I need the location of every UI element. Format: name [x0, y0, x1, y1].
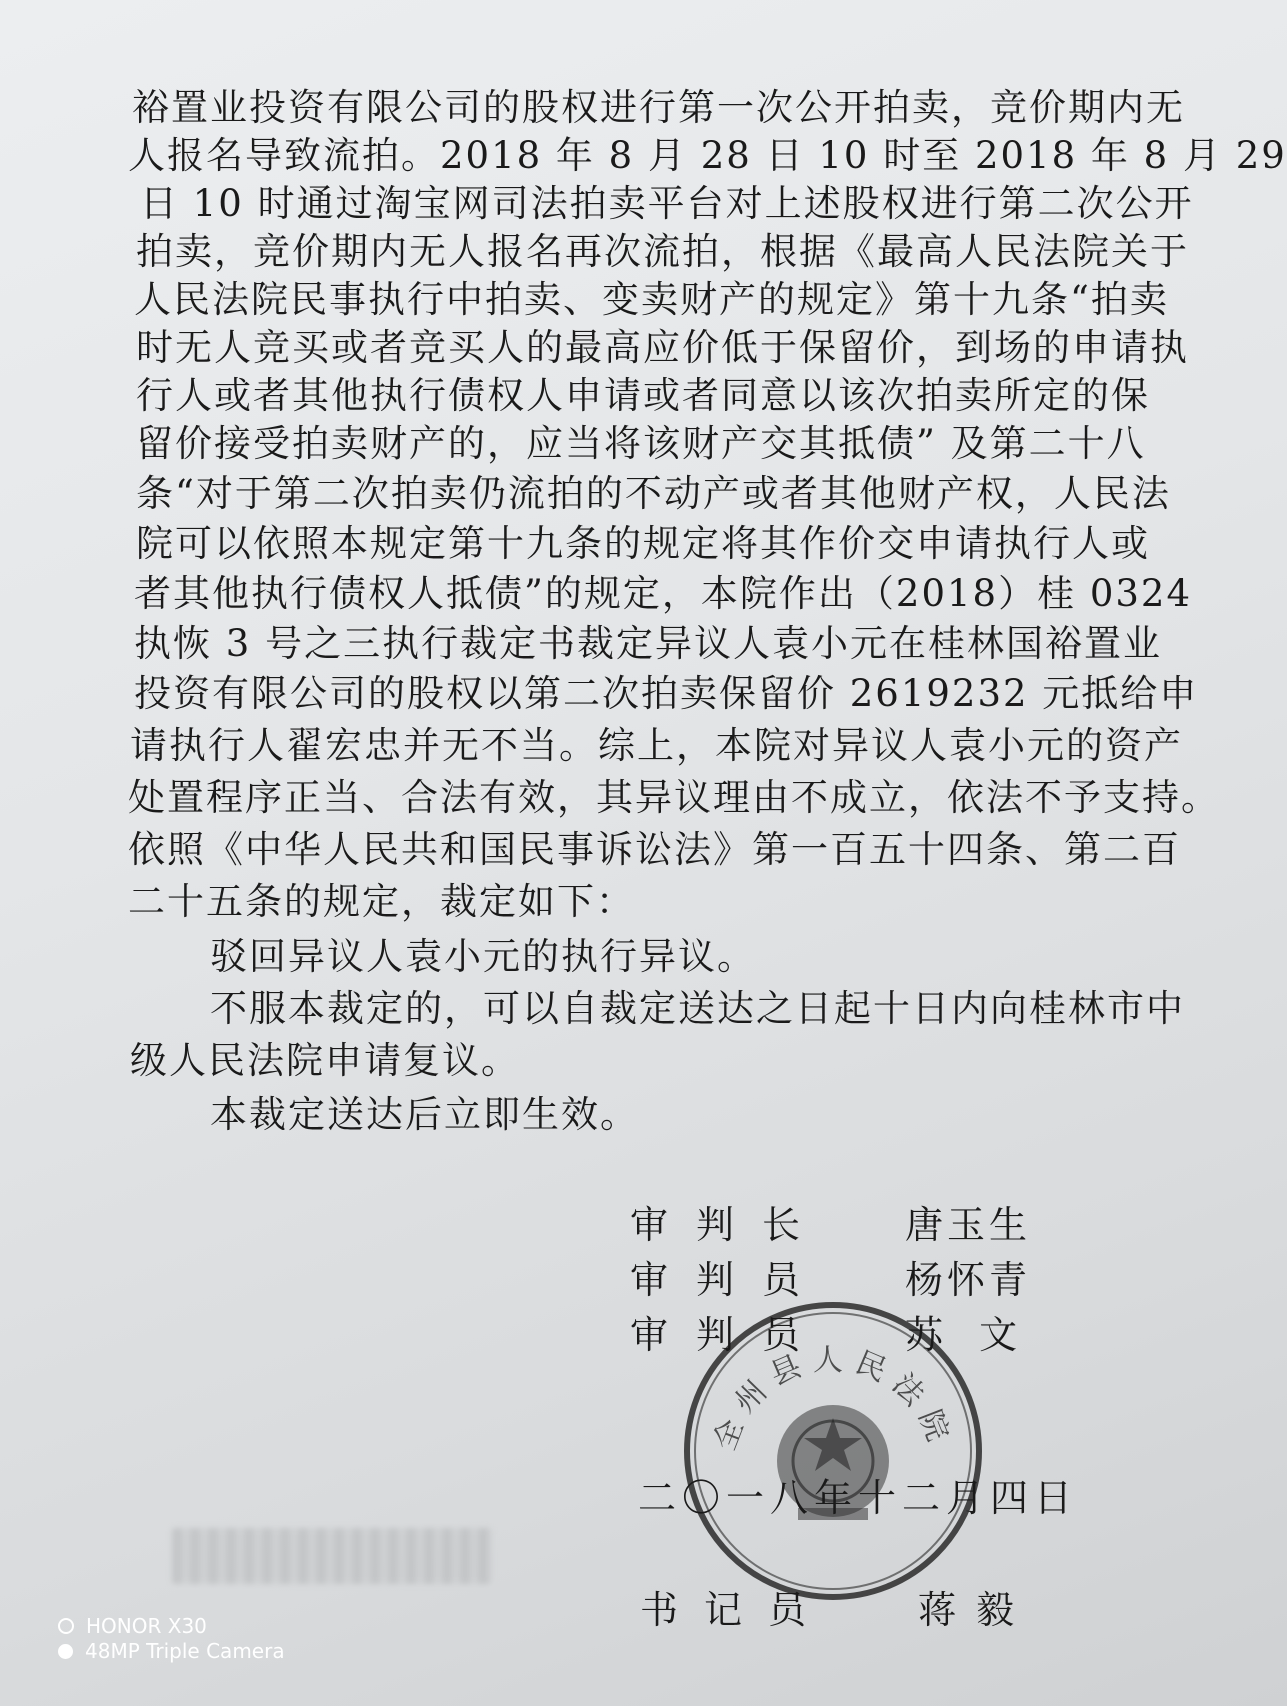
document-date: 二〇一八年十二月四日 — [638, 1476, 1079, 1520]
signature-name: 杨怀青 — [905, 1258, 1032, 1302]
signature-row — [630, 1197, 1050, 1253]
camera-watermark-spec: 48MP Triple Camera — [58, 1639, 285, 1663]
clerk-name: 蒋毅 — [918, 1588, 1035, 1632]
body-line: 依照《中华人民共和国民事诉讼法》第一百五十四条、第二百 — [128, 828, 1181, 871]
body-line: 留价接受拍卖财产的，应当将该财产交其抵债” 及第二十八 — [136, 422, 1146, 465]
body-line: 院可以依照本规定第十九条的规定将其作价交申请执行人或 — [136, 522, 1150, 565]
body-line: 者其他执行债权人抵债”的规定，本院作出（2018）桂 0324 — [134, 572, 1192, 615]
body-line: 处置程序正当、合法有效，其异议理由不成立，依法不予支持。 — [128, 776, 1220, 819]
ruling-line: 级人民法院申请复议。 — [130, 1039, 520, 1082]
clerk-row — [640, 1582, 1060, 1638]
body-line: 执恢 3 号之三执行裁定书裁定异议人袁小元在桂林国裕置业 — [134, 622, 1163, 665]
signature-name: 唐玉生 — [905, 1203, 1032, 1247]
body-line: 请执行人翟宏忠并无不当。综上，本院对异议人袁小元的资产 — [130, 724, 1183, 767]
signature-title: 审判员 — [630, 1258, 829, 1302]
signature-row — [630, 1307, 1050, 1363]
body-line: 裕置业投资有限公司的股权进行第一次公开拍卖，竞价期内无 — [132, 86, 1185, 129]
ruling-line: 驳回异议人袁小元的执行异议。 — [210, 935, 756, 978]
body-line: 拍卖，竞价期内无人报名再次流拍，根据《最高人民法院关于 — [136, 230, 1189, 273]
dot-icon — [58, 1644, 73, 1659]
clerk-title: 书记员 — [640, 1588, 833, 1632]
signature-row — [630, 1252, 1050, 1308]
body-line: 条“对于第二次拍卖仍流拍的不动产或者其他财产权，人民法 — [136, 472, 1171, 515]
body-line: 二十五条的规定，裁定如下： — [128, 880, 635, 923]
signature-title: 审判员 — [630, 1313, 829, 1357]
body-line: 人报名导致流拍。2018 年 8 月 28 日 10 时至 2018 年 8 月 29 — [128, 134, 1287, 177]
svg-text:全州县人民法院: 全州县人民法院 — [707, 1342, 959, 1456]
body-line: 人民法院民事执行中拍卖、变卖财产的规定》第十九条“拍卖 — [134, 278, 1169, 321]
ruling-line: 本裁定送达后立即生效。 — [210, 1093, 639, 1136]
ruling-line: 不服本裁定的，可以自裁定送达之日起十日内向桂林市中 — [210, 987, 1185, 1030]
body-line: 日 10 时通过淘宝网司法拍卖平台对上述股权进行第二次公开 — [140, 182, 1194, 225]
body-line: 时无人竞买或者竞买人的最高应价低于保留价，到场的申请执 — [136, 326, 1189, 369]
signature-title: 审判长 — [630, 1203, 829, 1247]
blurred-stamp — [172, 1528, 492, 1584]
ring-icon — [58, 1618, 74, 1634]
body-line: 投资有限公司的股权以第二次拍卖保留价 2619232 元抵给申 — [134, 672, 1199, 715]
camera-watermark-model: HONOR X30 — [58, 1614, 207, 1638]
signature-name: 苏 文 — [905, 1313, 1022, 1357]
body-line: 行人或者其他执行债权人申请或者同意以该次拍卖所定的保 — [136, 374, 1150, 417]
